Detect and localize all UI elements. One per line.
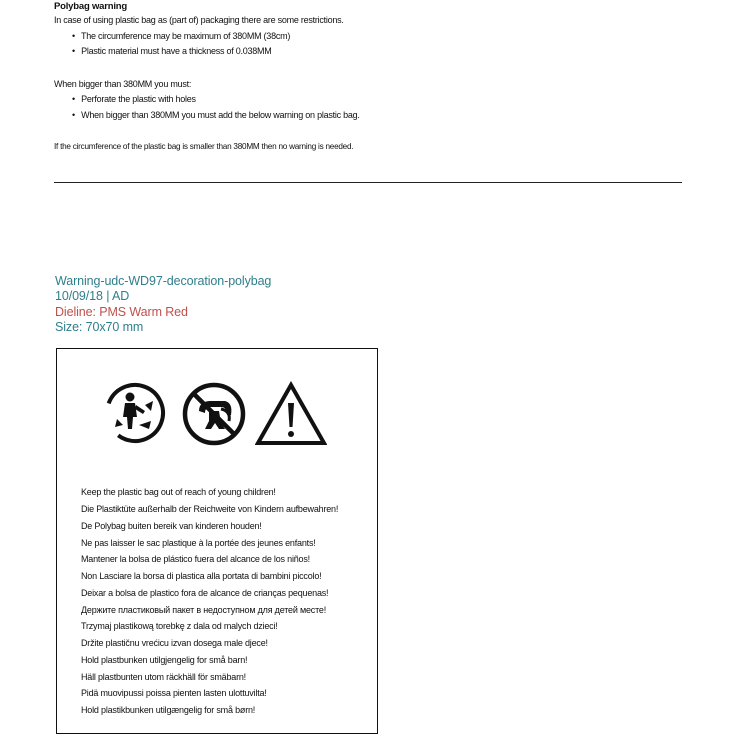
warning-line: Häll plastbunten utom räckhäll för smäbarn! (81, 672, 246, 682)
warning-line: Hold plastikbunken utilgængelig for små børn! (81, 705, 256, 715)
no-child-in-bag-icon (181, 381, 247, 447)
warning-line: Держите пластиковый пакет в недоступном для детей месте! (81, 605, 327, 615)
warning-line: Non Lasciare la borsa di plastica alla portata di bambini piccolo! (81, 571, 322, 581)
requirement-text: Perforate the plastic with holes (81, 94, 196, 104)
requirement-item (72, 94, 196, 104)
warning-label-box (56, 348, 378, 734)
warning-line: Deixar a bolsa de plastico fora de alcance de crianças pequenas! (81, 588, 329, 598)
label-name: Warning-udc-WD97-decoration-polybag (55, 274, 272, 288)
restriction-item (72, 46, 272, 56)
warning-line: Mantener la bolsa de plástico fuera del alcance de los niños! (81, 554, 310, 564)
label-date-author: 10/09/18 | AD (55, 289, 130, 303)
restriction-text: The circumference may be maximum of 380MM (38cm) (81, 31, 291, 41)
warning-line: Ne pas laisser le sac plastique à la portée des jeunes enfants! (81, 538, 316, 548)
label-dieline: Dieline: PMS Warm Red (55, 305, 188, 319)
warning-line: Držite plastičnu vrećicu izvan dosega male djece! (81, 638, 268, 648)
requirement-text: When bigger than 380MM you must add the below warning on plastic bag. (81, 110, 360, 120)
section-title: Polybag warning (54, 1, 128, 12)
warning-line: Pidä muovipussi poissa pienten lasten ulottuvilta! (81, 688, 267, 698)
recycle-figure-icon (103, 381, 167, 445)
warning-triangle-icon (255, 381, 327, 447)
restriction-item (72, 31, 290, 41)
label-size: Size: 70x70 mm (55, 320, 144, 334)
warning-line: Die Plastiktüte außerhalb der Reichweite von Kindern aufbewahren! (81, 504, 339, 514)
when-bigger-intro: When bigger than 380MM you must: (54, 79, 192, 89)
warning-line: Keep the plastic bag out of reach of young children! (81, 487, 276, 497)
intro-text: In case of using plastic bag as (part of) packaging there are some restrictions. (54, 15, 344, 25)
warning-line: De Polybag buiten bereik van kinderen houden! (81, 521, 262, 531)
restriction-text: Plastic material must have a thickness of 0.038MM (81, 46, 272, 56)
warning-line: Hold plastbunken utilgjengelig for små barn! (81, 655, 248, 665)
requirement-item (72, 110, 360, 120)
warning-line: Trzymaj plastikową torebkę z dala od malych dzieci! (81, 621, 278, 631)
smaller-note: If the circumference of the plastic bag is smaller than 380MM then no warning is needed. (54, 142, 354, 151)
section-divider (54, 182, 682, 183)
